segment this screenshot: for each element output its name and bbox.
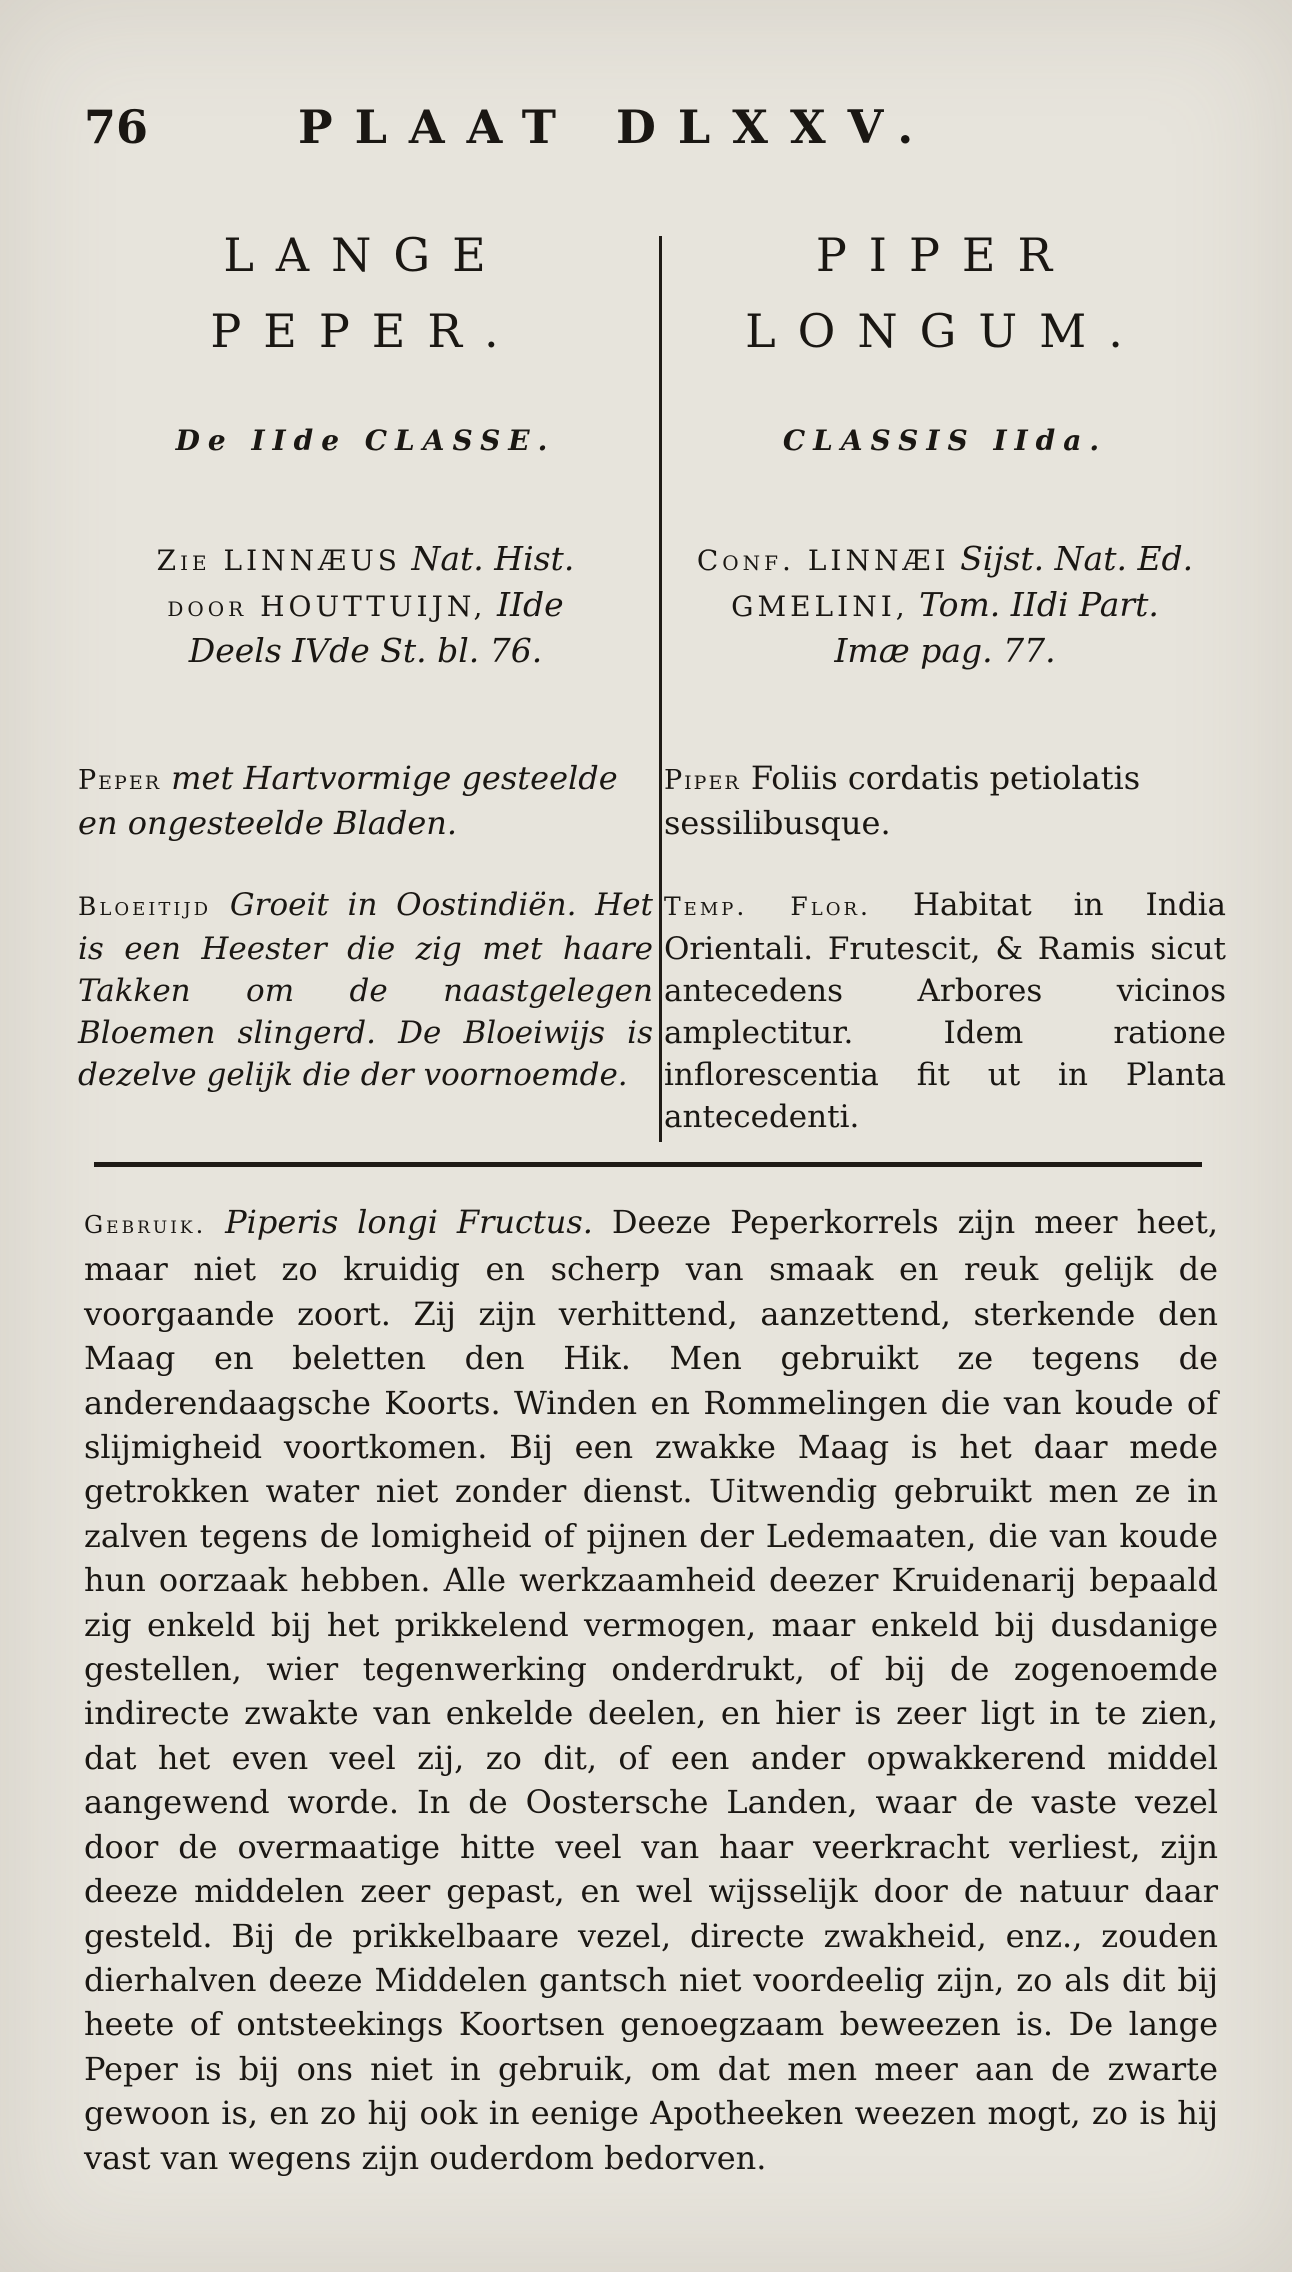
dutch-desc-lead: Peper <box>78 765 161 796</box>
latin-ref-volume: Tom. IIdi Part. <box>919 585 1159 624</box>
latin-flowering <box>664 884 1226 1138</box>
latin-reference <box>664 537 1226 673</box>
dutch-flowering <box>78 884 653 1096</box>
column-divider <box>659 236 662 1142</box>
latin-ref-work: Sijst. Nat. Ed. <box>960 539 1194 578</box>
dutch-ref-edition: IIde <box>496 585 564 624</box>
latin-desc-text: Foliis cordatis petiolatis sessilibusque. <box>664 759 1141 842</box>
dutch-ref-page: Deels IVde St. bl. 76. <box>188 631 543 670</box>
dutch-desc-text: met Hartvormige gesteelde en ongesteelde Bladen. <box>78 759 618 842</box>
page-number: 76 <box>84 100 149 154</box>
latin-flor-lead: Temp. Flor. <box>664 892 871 921</box>
dutch-ref-author: Zie LINNÆUS <box>156 544 401 577</box>
dutch-description <box>78 757 653 844</box>
dutch-flor-text: Groeit in Oostindiën. Het is een Heester die zig met haare Takken om de naastgelegen Bloemen slingerd. De Bloeiwijs is dezelve gelijk die der voornoemde. <box>78 887 653 1093</box>
latin-column <box>664 200 1226 1138</box>
latin-ref-page: Imæ pag. 77. <box>834 631 1056 670</box>
dutch-classis: De IIde CLASSE. <box>175 424 556 457</box>
latin-desc-lead: Piper <box>664 765 741 796</box>
latin-classis: CLASSIS IIda. <box>782 424 1108 457</box>
latin-ref-editor: GMELINI, <box>731 590 909 623</box>
latin-ref-author: Conf. LINNÆI <box>696 544 950 577</box>
usage-italic: Piperis longi Fructus. <box>225 1203 593 1241</box>
dutch-flor-lead: Bloeitijd <box>78 892 212 921</box>
plate-title: PLAAT DLXXV. <box>298 100 936 154</box>
page-header <box>84 100 1212 160</box>
latin-description <box>664 757 1226 844</box>
dutch-title-line1: LANGE <box>223 228 508 282</box>
latin-flor-text: Habitat in India Orientali. Frutescit, & Ramis sicut antecedens Arbores vicinos amplectitur. Idem ratione inflorescentia fit ut in Planta antecedenti. <box>664 887 1227 1135</box>
dutch-column <box>78 200 653 1096</box>
latin-title-line1: PIPER <box>815 228 1075 282</box>
dutch-title-line2: PEPER. <box>210 304 521 358</box>
usage-text: Deeze Peperkorrels zijn meer heet, maar niet zo kruidig en scherp van smaak en reuk gelijk de voorgaande zoort. Zij zijn verhittend, aanzettend, sterkende den Maag en beletten den Hik. Men gebruikt ze tegens de anderendaagsche Koorts. Winden en Rommelingen die van koude of slijmigheid voortkomen. Bij een zwakke Maag is het daar mede getrokken water niet zonder dienst. Uitwendig gebruikt men ze in zalven tegens de lomigheid of pijnen der Ledemaaten, die van koude hun oorzaak hebben. Alle werkzaamheid deezer Kruidenarij bepaald zig enkeld bij het prikkelend vermogen, maar enkeld bij dusdanige gestellen, wier tegenwerking onderdrukt, of bij de zogenoemde indirecte zwakte van enkelde deelen, en hier is zeer ligt in te zien, dat het even veel zij, zo dit, of een ander opwakkerend middel aangewend worde. In de Oostersche Landen, waar de vaste vezel door de overmaatige hitte veel van haar veerkracht verliest, zijn deeze middelen zeer gepast, en wel wijsselijk door de natuur daar gesteld. Bij de prikkelbaare vezel, directe zwakheid, enz., zouden dierhalven deeze Middelen gantsch niet voordeelig zijn, zo als dit bij heete of ontsteekings Koortsen genoegzaam beweezen is. De lange Peper is bij ons niet in gebruik, om dat men meer aan de zwarte gewoon is, en zo hij ook in eenige Apotheeken weezen mogt, zo is hij vast van wegens zijn ouderdom bedorven. <box>84 1203 1219 2177</box>
dutch-ref-translator: door HOUTTUIJN, <box>167 590 487 623</box>
usage-paragraph <box>84 1200 1218 2180</box>
latin-title-line2: LONGUM. <box>745 304 1145 358</box>
usage-lead: Gebruik. <box>84 1211 207 1239</box>
section-rule <box>94 1162 1202 1167</box>
dutch-reference <box>78 537 653 673</box>
dutch-ref-work: Nat. Hist. <box>411 539 575 578</box>
